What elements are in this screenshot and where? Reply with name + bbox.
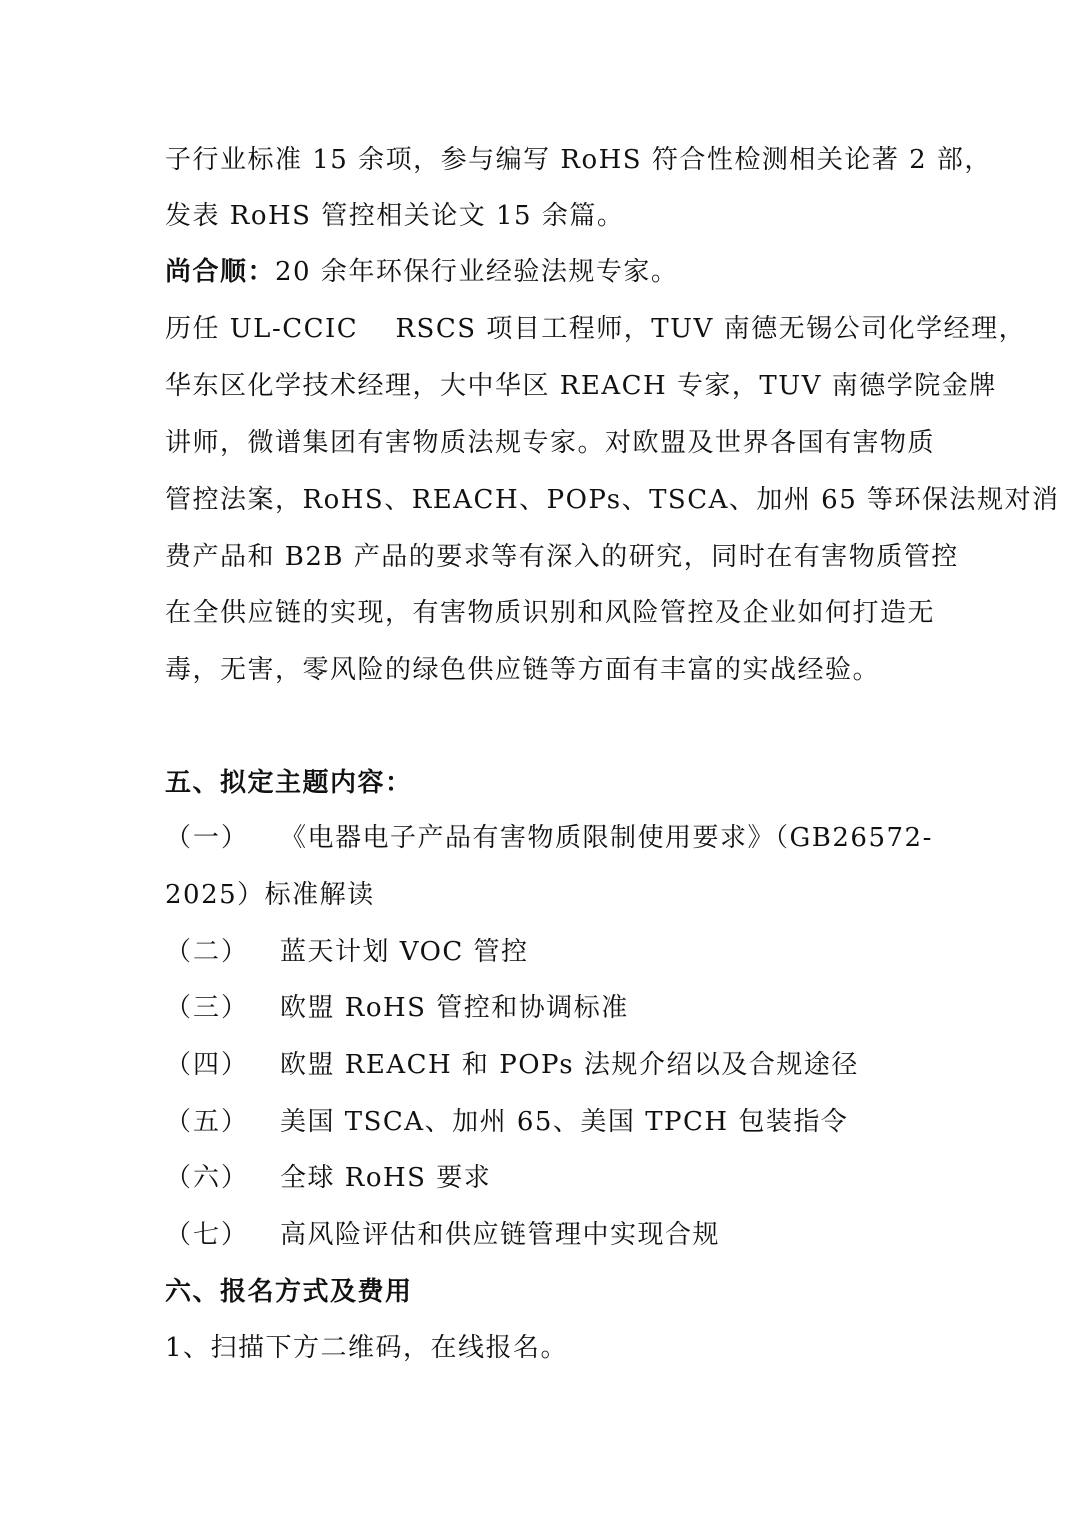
expert-bio-line-1: 历任 UL-CCIC RSCS 项目工程师，TUV 南德无锡公司化学经理， <box>165 314 1027 344</box>
topic-5-number: （五） <box>165 1107 250 1137</box>
expert-bio-line-3: 讲师，微谱集团有害物质法规专家。对欧盟及世界各国有害物质 <box>165 428 936 458</box>
registration-step-1: 1、扫描下方二维码，在线报名。 <box>165 1333 569 1363</box>
topic-2-number: （二） <box>165 937 250 967</box>
topic-6-number: （六） <box>165 1163 250 1193</box>
topic-6-text: 全球 RoHS 要求 <box>280 1163 492 1193</box>
expert-summary-line <box>165 254 678 290</box>
intro-line-1: 子行业标准 15 余项，参与编写 RoHS 符合性检测相关论著 2 部， <box>165 145 992 175</box>
topic-5-text: 美国 TSCA、加州 65、美国 TPCH 包装指令 <box>280 1107 849 1137</box>
topic-3-text: 欧盟 RoHS 管控和协调标准 <box>280 993 629 1023</box>
topic-1-text: 《电器电子产品有害物质限制使用要求》（GB26572- <box>280 823 933 853</box>
topic-4-text: 欧盟 REACH 和 POPs 法规介绍以及合规途径 <box>280 1050 859 1080</box>
expert-bio-line-7: 毒，无害，零风险的绿色供应链等方面有丰富的实战经验。 <box>165 655 881 685</box>
topic-4-number: （四） <box>165 1050 250 1080</box>
expert-bio-line-5: 费产品和 B2B 产品的要求等有深入的研究，同时在有害物质管控 <box>165 542 959 572</box>
topic-2-text: 蓝天计划 VOC 管控 <box>280 937 529 967</box>
topic-1-continuation: 2025）标准解读 <box>165 880 375 910</box>
expert-bio-line-4: 管控法案，RoHS、REACH、POPs、TSCA、加州 65 等环保法规对消 <box>165 485 1060 515</box>
expert-name: 尚合顺： <box>165 257 276 287</box>
topic-3-number: （三） <box>165 993 250 1023</box>
topic-7-number: （七） <box>165 1220 250 1250</box>
expert-summary: 20 余年环保行业经验法规专家。 <box>275 257 679 287</box>
section-5-heading: 五、拟定主题内容： <box>165 768 413 798</box>
expert-bio-line-2: 华东区化学技术经理，大中华区 REACH 专家，TUV 南德学院金牌 <box>165 371 997 401</box>
section-6-heading: 六、报名方式及费用 <box>165 1277 413 1307</box>
intro-line-2: 发表 RoHS 管控相关论文 15 余篇。 <box>165 201 625 231</box>
topic-7-text: 高风险评估和供应链管理中实现合规 <box>280 1220 721 1250</box>
topic-1-number: （一） <box>165 823 250 853</box>
expert-bio-line-6: 在全供应链的实现，有害物质识别和风险管控及企业如何打造无 <box>165 598 936 628</box>
